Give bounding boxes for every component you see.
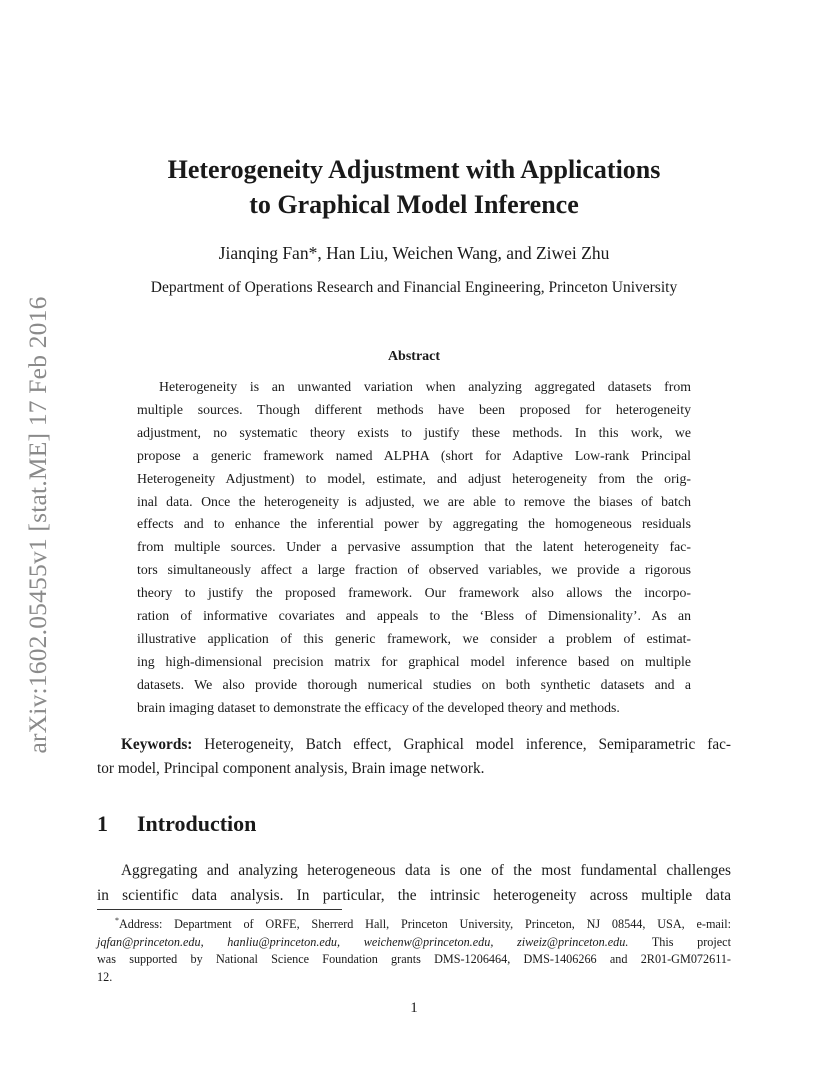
footnote-line: 12.	[97, 969, 113, 984]
keywords-line	[97, 733, 731, 757]
abstract-line: propose a generic framework named ALPHA (short for Adaptive Low-rank Principal	[137, 447, 691, 463]
footnote-line	[97, 934, 731, 952]
abstract-line: Heterogeneity is an unwanted variation when analyzing aggregated datasets from	[159, 379, 691, 394]
abstract-line: tors simultaneously affect a large fraction of observed variables, we provide a rigorous	[137, 562, 691, 578]
abstract-line: datasets. We also provide thorough numerical studies on both synthetic datasets and a	[137, 676, 691, 692]
footnote-emails: jqfan@princeton.edu, hanliu@princeton.edu, weichenw@princeton.edu, ziweiz@princeton.edu.	[97, 934, 629, 949]
abstract-line: illustrative application of this generic framework, we consider a problem of estimat-	[137, 630, 691, 646]
page-number: 1	[410, 1000, 418, 1016]
keywords-line: tor model, Principal component analysis, Brain image network.	[97, 760, 485, 777]
abstract-line: inal data. Once the heterogeneity is adjusted, we are able to remove the biases of batch	[137, 493, 691, 509]
arxiv-stamp: arXiv:1602.05455v1 [stat.ME] 17 Feb 2016	[23, 296, 52, 754]
intro-paragraph	[97, 858, 731, 908]
paper-title	[80, 152, 748, 222]
abstract-line: ing high-dimensional precision matrix for graphical model inference based on multiple	[137, 653, 691, 669]
intro-line: Aggregating and analyzing heterogeneous data is one of the most fundamental challenges	[121, 862, 731, 879]
footnote-line: was supported by National Science Foundation grants DMS-1206464, DMS-1406266 and 2R01-GM072611-	[97, 952, 731, 967]
abstract-heading: Abstract	[387, 349, 441, 364]
footnote	[97, 912, 731, 986]
abstract-body	[137, 376, 691, 720]
footnote-address: Address: Department of ORFE, Sherrerd Hall, Princeton University, Princeton, NJ 08544, USA, e-mail:	[119, 917, 731, 932]
section-title: Introduction	[137, 811, 257, 836]
keywords-label: Keywords:	[121, 736, 193, 753]
section-number: 1	[97, 811, 108, 836]
abstract-line: multiple sources. Though different methods have been proposed for heterogeneity	[137, 401, 691, 417]
abstract-line: ration of informative covariates and appeals to the ‘Bless of Dimensionality’. As an	[137, 608, 691, 624]
abstract-line: adjustment, no systematic theory exists to justify these methods. In this work, we	[137, 424, 691, 440]
abstract-line: from multiple sources. Under a pervasive assumption that the latent heterogeneity fac-	[137, 539, 691, 555]
title-line: to Graphical Model Inference	[249, 190, 579, 219]
footnote-mark: *	[115, 916, 119, 925]
affiliation: Department of Operations Research and Financial Engineering, Princeton University	[150, 279, 678, 296]
keywords-text: Heterogeneity, Batch effect, Graphical model inference, Semiparametric fac-	[192, 736, 731, 753]
abstract-line: brain imaging dataset to demonstrate the efficacy of the developed theory and methods.	[137, 699, 620, 715]
footnote-rule	[97, 909, 342, 910]
keywords	[97, 733, 731, 781]
section-heading	[97, 811, 256, 837]
title-line: Heterogeneity Adjustment with Applications	[167, 155, 661, 184]
abstract-line: effects and to enhance the inferential power by aggregating the homogeneous residuals	[137, 516, 691, 532]
intro-line: in scientific data analysis. In particular, the intrinsic heterogeneity across multiple data	[97, 887, 731, 904]
footnote-project: This project	[628, 934, 731, 949]
authors: Jianqing Fan*, Han Liu, Weichen Wang, and Ziwei Zhu	[218, 243, 610, 263]
abstract-line: theory to justify the proposed framework. Our framework also allows the incorpo-	[137, 585, 691, 601]
abstract-line: Heterogeneity Adjustment) to model, estimate, and adjust heterogeneity from the orig-	[137, 470, 691, 486]
footnote-line	[97, 912, 731, 934]
